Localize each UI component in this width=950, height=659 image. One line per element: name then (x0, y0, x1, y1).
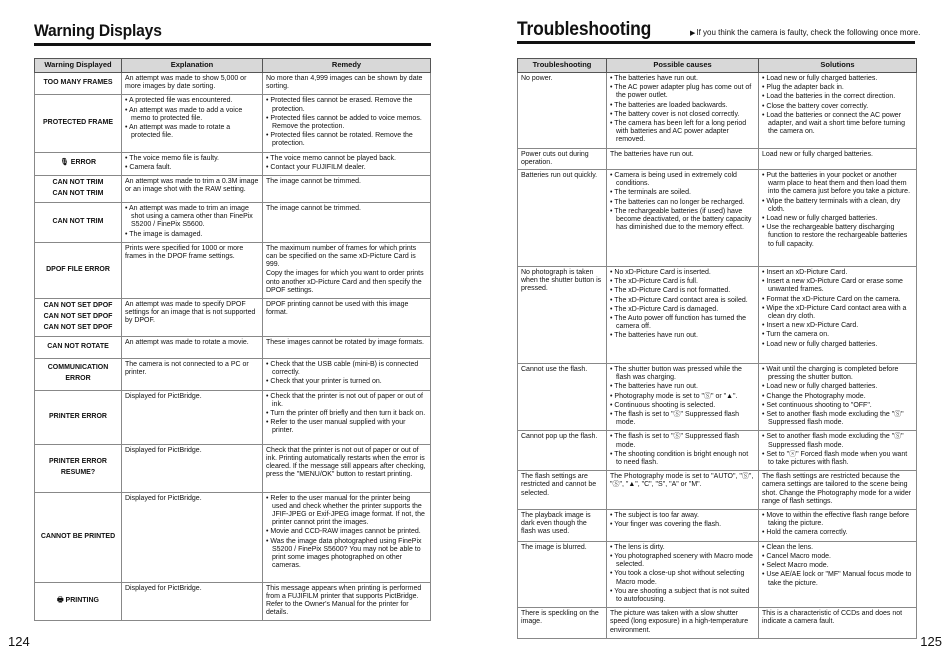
explanation-cell (122, 95, 263, 152)
solution-text: • Insert a new xD-Picture Card or erase some unwanted frames. (762, 278, 903, 294)
cause-text: • The shutter button was pressed while the flash was charging. (610, 366, 742, 382)
solution-text: • Cancel Macro mode. (762, 552, 831, 560)
explanation-text: • Camera fault. (125, 163, 172, 171)
explanation-cell (122, 444, 263, 492)
explanation-cell (122, 299, 263, 337)
cause-text: • The xD-Picture Card is not formatted. (610, 287, 731, 295)
table-row (35, 337, 431, 359)
solution-text: • Set continuous shooting to "OFF". (762, 401, 872, 409)
cause-text: The picture was taken with a slow shutter speed (long exposure) in a high-temperature environment. (610, 610, 749, 634)
causes-cell (607, 510, 759, 542)
solution-text: • Plug the adapter back in. (762, 84, 844, 92)
solution-text: • Set to another flash mode excluding the "Ⓢ" Suppressed flash mode. (762, 411, 904, 427)
explanation-text: • An attempt was made to rotate a protected file. (125, 124, 231, 140)
remedy-text: Check that the printer is not out of paper or out of ink. Printing automatically restarts when the error is cleared. If the message still appears after checking, press the "MENU/OK" button to restart printing. (266, 446, 426, 479)
table-row (35, 299, 431, 337)
remedy-text: • The voice memo cannot be played back. (266, 154, 396, 162)
solution-text: • Load the batteries in the correct direction. (762, 93, 896, 101)
explanation-cell (122, 73, 263, 95)
warning-label: ERROR (65, 375, 91, 383)
table-row (35, 176, 431, 203)
remedy-text: • Check that your printer is turned on. (266, 378, 382, 386)
header-remedy: Remedy (263, 59, 431, 73)
warning-label: RESUME? (60, 469, 96, 477)
causes-cell (607, 73, 759, 149)
explanation-text: An attempt was made to specify DPOF settings for an image that is not supported by DPOF. (125, 301, 256, 325)
cause-text: • The shooting condition is bright enough not to need flash. (610, 450, 749, 467)
solution-text: • Load new or fully charged batteries. (762, 215, 878, 223)
cause-text: • Continuous shooting is selected. (610, 401, 716, 409)
explanation-text: Displayed for PictBridge. (125, 446, 202, 454)
remedy-text: • Was the image data photographed using FinePix S5200 / FinePix S5600? You may not be able to print some images photographed on other cameras. (266, 537, 422, 570)
table-row (518, 471, 917, 510)
cause-text: • The camera has been left for a long period with batteries and AC power adapter removed. (610, 120, 747, 144)
header-troubleshooting: Troubleshooting (518, 59, 607, 73)
warning-label: CANNOT BE PRINTED (40, 532, 116, 540)
warning-label: PROTECTED FRAME (43, 119, 113, 127)
remedy-text: • Check that the printer is not out of paper or out of ink. (266, 392, 423, 408)
solution-text: • Clean the lens. (762, 543, 814, 551)
warning-cell (35, 242, 122, 298)
cause-text: • You photographed scenery with Macro mode selected. (610, 552, 753, 569)
remedy-cell (263, 582, 431, 621)
solutions-cell (759, 148, 917, 169)
header-explanation: Explanation (122, 59, 263, 73)
problem-cell: No photograph is taken when the shutter button is pressed. (518, 267, 607, 364)
page-subtitle: ▶ If you think the camera is faulty, check the following once more. (690, 28, 920, 37)
table-header-row (35, 59, 431, 73)
solution-text: • Hold the camera correctly. (762, 529, 848, 537)
cause-text: • The flash is set to "Ⓢ" Suppressed flash mode. (610, 411, 740, 427)
warning-label: PRINTER ERROR (49, 412, 107, 420)
causes-cell (607, 541, 759, 607)
remedy-text: • Turn the printer off briefly and then turn it back on. (266, 410, 426, 418)
warning-label: 🖶 PRINTING (57, 597, 99, 605)
remedy-cell (263, 176, 431, 203)
remedy-text: • Refer to the user manual for the printer being used and check whether the printer supports the JFIF-JPEG or Exif-JPEG image format. If not, the printer cannot print the images. (266, 494, 425, 527)
causes-cell (607, 364, 759, 431)
explanation-text: • The voice memo file is faulty. (125, 154, 220, 162)
table-row (35, 73, 431, 95)
warning-cell (35, 299, 122, 337)
warning-label: TOO MANY FRAMES (43, 79, 113, 87)
causes-cell (607, 471, 759, 510)
solution-text: Load new or fully charged batteries. (762, 150, 873, 158)
remedy-text: • Movie and CCD-RAW images cannot be printed. (266, 528, 421, 536)
solutions-cell (759, 364, 917, 431)
cause-text: The batteries have run out. (610, 150, 694, 158)
explanation-text: Prints were specified for 1000 or more frames in the DPOF frame settings. (125, 244, 244, 261)
explanation-text: • An attempt was made to add a voice memo to protected file. (125, 106, 243, 122)
solution-text: • Load new or fully charged batteries. (762, 75, 878, 82)
title-rule (34, 43, 431, 46)
solution-text: • Set to "ⓢ" Forced flash mode when you want to take pictures with flash. (762, 450, 908, 467)
solution-text: • Wipe the xD-Picture Card contact area with a clean dry cloth. (762, 304, 907, 321)
table-row (35, 492, 431, 582)
remedy-text: Copy the images for which you want to order prints onto another xD-Picture Card and then specify the DPOF settings. (266, 270, 424, 294)
problem-cell: Cannot pop up the flash. (518, 431, 607, 471)
title-rule (517, 41, 915, 44)
warning-cell (35, 337, 122, 359)
solutions-cell (759, 431, 917, 471)
warning-cell (35, 73, 122, 95)
page-number: 124 (8, 634, 30, 649)
remedy-text: The maximum number of frames for which prints can be specified on the same xD-Picture Card is 999. (266, 244, 417, 269)
cause-text: • No xD-Picture Card is inserted. (610, 269, 711, 277)
warning-label: CAN NOT SET DPOF (43, 324, 113, 332)
problem-cell: There is speckling on the image. (518, 608, 607, 639)
table-row (35, 152, 431, 175)
cause-text: • The Auto power off function has turned the camera off. (610, 315, 747, 331)
table-row (518, 541, 917, 607)
remedy-cell (263, 337, 431, 359)
solution-text: • Use AE/AE lock or "MF" Manual focus mode to take the picture. (762, 571, 912, 587)
remedy-cell (263, 242, 431, 298)
warning-table-body (35, 73, 431, 621)
solution-text: • Load new or fully charged batteries. (762, 340, 878, 348)
table-row (35, 95, 431, 152)
table-header-row (518, 59, 917, 73)
warning-label: PRINTER ERROR (49, 458, 107, 466)
remedy-cell (263, 444, 431, 492)
remedy-text: • Refer to the user manual supplied with your printer. (266, 419, 406, 435)
solution-text: • Insert a new xD-Picture Card. (762, 322, 859, 330)
causes-cell (607, 148, 759, 169)
table-row (518, 267, 917, 364)
header-causes: Possible causes (607, 59, 759, 73)
cause-text: • The xD-Picture Card is damaged. (610, 305, 719, 313)
solutions-cell (759, 73, 917, 149)
table-row (518, 364, 917, 431)
solution-text: • Insert an xD-Picture Card. (762, 269, 848, 277)
problem-cell: Power cuts out during operation. (518, 148, 607, 169)
explanation-cell (122, 203, 263, 243)
warning-label: CAN NOT SET DPOF (43, 302, 113, 310)
explanation-cell (122, 582, 263, 621)
causes-cell (607, 170, 759, 267)
right-page (475, 0, 950, 659)
solutions-cell (759, 541, 917, 607)
problem-cell: Batteries run out quickly. (518, 170, 607, 267)
solution-text: • Change the Photography mode. (762, 392, 866, 400)
cause-text: • The batteries are loaded backwards. (610, 101, 728, 109)
table-row (35, 390, 431, 444)
solutions-cell (759, 170, 917, 267)
problem-cell: The image is blurred. (518, 541, 607, 607)
explanation-cell (122, 242, 263, 298)
solution-text: The flash settings are restricted because the camera settings are tailored to the scene being shot. Change the Photography mode for a wider range of flash settings. (762, 473, 912, 505)
remedy-cell (263, 359, 431, 391)
solutions-cell (759, 510, 917, 542)
warning-cell (35, 359, 122, 391)
table-row (518, 608, 917, 639)
cause-text: • The batteries have run out. (610, 332, 698, 340)
remedy-text: The image cannot be trimmed. (266, 205, 361, 213)
explanation-text: The camera is not connected to a PC or printer. (125, 361, 249, 377)
explanation-text: An attempt was made to show 5,000 or more images by date sorting. (125, 75, 247, 91)
explanation-text: An attempt was made to rotate a movie. (125, 339, 249, 347)
warning-label: CAN NOT TRIM (52, 179, 104, 187)
warning-cell (35, 444, 122, 492)
remedy-cell (263, 203, 431, 243)
solution-text: • Select Macro mode. (762, 562, 829, 570)
cause-text: • Photography mode is set to "Ⓢ" or "▲". (610, 392, 738, 400)
remedy-text: • Protected files cannot be erased. Remove the protection. (266, 97, 413, 113)
remedy-cell (263, 492, 431, 582)
warning-cell (35, 582, 122, 621)
troubleshooting-table-body (518, 73, 917, 639)
warning-label: CAN NOT ROTATE (47, 343, 109, 351)
cause-text: • The batteries have run out. (610, 75, 698, 82)
cause-text: • The lens is dirty. (610, 543, 665, 551)
cause-text: • You are shooting a subject that is not suited to autofocusing. (610, 587, 750, 603)
table-row (35, 359, 431, 391)
problem-cell: Cannot use the flash. (518, 364, 607, 431)
explanation-cell (122, 492, 263, 582)
remedy-cell (263, 73, 431, 95)
table-row (35, 203, 431, 243)
table-row (518, 510, 917, 542)
remedy-cell (263, 95, 431, 152)
explanation-cell (122, 152, 263, 175)
header-solutions: Solutions (759, 59, 917, 73)
cause-text: • The battery cover is not closed correctly. (610, 110, 740, 118)
solutions-cell (759, 608, 917, 639)
explanation-text: Displayed for PictBridge. (125, 392, 202, 400)
explanation-cell (122, 390, 263, 444)
table-row (518, 431, 917, 471)
cause-text: • The xD-Picture Card is full. (610, 278, 698, 286)
solution-text: • Move to within the effective flash range before taking the picture. (762, 512, 910, 528)
remedy-text: DPOF printing cannot be used with this image format. (266, 301, 409, 317)
warning-label: 🎙 ERROR (59, 159, 97, 167)
cause-text: • The batteries have run out. (610, 383, 698, 391)
warning-label: COMMUNICATION (47, 364, 109, 372)
warning-label: DPOF FILE ERROR (46, 265, 110, 273)
solution-text: • Format the xD-Picture Card on the camera. (762, 295, 901, 303)
remedy-text: These images cannot be rotated by image formats. (266, 339, 424, 347)
explanation-text: • An attempt was made to trim an image shot using a camera other than FinePix S5200 / FinePix S5600. (125, 205, 253, 229)
explanation-text: Displayed for PictBridge. (125, 494, 202, 502)
remedy-cell (263, 390, 431, 444)
solution-text: • Close the battery cover correctly. (762, 102, 869, 110)
explanation-cell (122, 359, 263, 391)
cause-text: The Photography mode is set to "AUTO", "Ⓢ", "Ⓢ", "▲", "C", "S", "A" or "M". (610, 473, 754, 489)
explanation-cell (122, 176, 263, 203)
cause-text: • The xD-Picture Card contact area is soiled. (610, 296, 748, 304)
table-row (518, 73, 917, 149)
solution-text: • Use the rechargeable battery discharging function to restore the rechargeable batteries to full capacity. (762, 224, 908, 248)
cause-text: • The terminals are soiled. (610, 189, 691, 197)
table-row (35, 582, 431, 621)
explanation-text: • A protected file was encountered. (125, 97, 233, 105)
page-title: Troubleshooting (517, 19, 652, 40)
solution-text: • Set to another flash mode excluding the "Ⓢ" Suppressed flash mode. (762, 433, 904, 449)
warning-cell (35, 95, 122, 152)
remedy-cell (263, 299, 431, 337)
remedy-text: No more than 4,999 images can be shown by date sorting. (266, 75, 423, 91)
problem-cell: The flash settings are restricted and cannot be selected. (518, 471, 607, 510)
solutions-cell (759, 267, 917, 364)
warning-cell (35, 492, 122, 582)
remedy-cell (263, 152, 431, 175)
solution-text: • Wait until the charging is completed before pressing the shutter button. (762, 366, 899, 382)
warning-label: CAN NOT TRIM (52, 190, 104, 198)
solution-text: • Turn the camera on. (762, 331, 830, 339)
warning-cell (35, 203, 122, 243)
warning-cell (35, 390, 122, 444)
warning-cell (35, 176, 122, 203)
header-warning: Warning Displayed (35, 59, 122, 73)
solution-text: This is a characteristic of CCDs and does not indicate a camera fault. (762, 610, 903, 626)
page-number: 125 (920, 634, 942, 649)
causes-cell (607, 608, 759, 639)
explanation-text: • The image is damaged. (125, 230, 203, 238)
solution-text: • Load the batteries or connect the AC power adapter, and wait a short time before turning the camera on. (762, 111, 905, 136)
table-row (35, 444, 431, 492)
explanation-text: An attempt was made to trim a 0.3M image or an image shot with the RAW setting. (125, 178, 259, 194)
cause-text: • The batteries can no longer be recharged. (610, 198, 745, 206)
cause-text: • The flash is set to "Ⓢ" Suppressed flash mode. (610, 433, 740, 449)
warning-label: CAN NOT SET DPOF (43, 313, 113, 321)
troubleshooting-table (517, 58, 917, 639)
explanation-cell (122, 337, 263, 359)
cause-text: • The rechargeable batteries (if used) have become deactivated, or the battery capacity has diminished due to the memory effect. (610, 207, 752, 232)
solution-text: • Load new or fully charged batteries. (762, 383, 878, 391)
cause-text: • Your finger was covering the flash. (610, 521, 722, 529)
table-row (518, 148, 917, 169)
explanation-text: Displayed for PictBridge. (125, 584, 202, 592)
remedy-text: The image cannot be trimmed. (266, 178, 361, 186)
warning-cell (35, 152, 122, 175)
remedy-text: • Check that the USB cable (mini-B) is connected correctly. (266, 361, 419, 377)
cause-text: • You took a close-up shot without selecting Macro mode. (610, 570, 745, 586)
cause-text: • Camera is being used in extremely cold conditions. (610, 172, 737, 188)
problem-cell: No power. (518, 73, 607, 149)
solution-text: • Wipe the battery terminals with a clean, dry cloth. (762, 197, 901, 213)
warning-label: CAN NOT TRIM (52, 217, 104, 225)
solution-text: • Put the batteries in your pocket or another warm place to heat them and then load them into the camera just before you take a picture. (762, 172, 911, 196)
causes-cell (607, 431, 759, 471)
cause-text: • The subject is too far away. (610, 512, 699, 520)
remedy-text: • Protected files cannot be added to voice memos. Remove the protection. (266, 114, 422, 131)
remedy-text: This message appears when printing is performed from a FUJIFILM printer that supports PictBridge. Refer to the Owner's Manual for the printer for details. (266, 584, 422, 617)
table-row (35, 242, 431, 298)
warning-table (34, 58, 431, 621)
cause-text: • The AC power adapter plug has come out of the power outlet. (610, 84, 752, 100)
remedy-text: • Protected files cannot be rotated. Remove the protection. (266, 132, 413, 148)
page-title: Warning Displays (34, 21, 162, 40)
problem-cell: The playback image is dark even though the flash was used. (518, 510, 607, 542)
table-row (518, 170, 917, 267)
causes-cell (607, 267, 759, 364)
remedy-text: • Contact your FUJIFILM dealer. (266, 163, 366, 171)
solutions-cell (759, 471, 917, 510)
